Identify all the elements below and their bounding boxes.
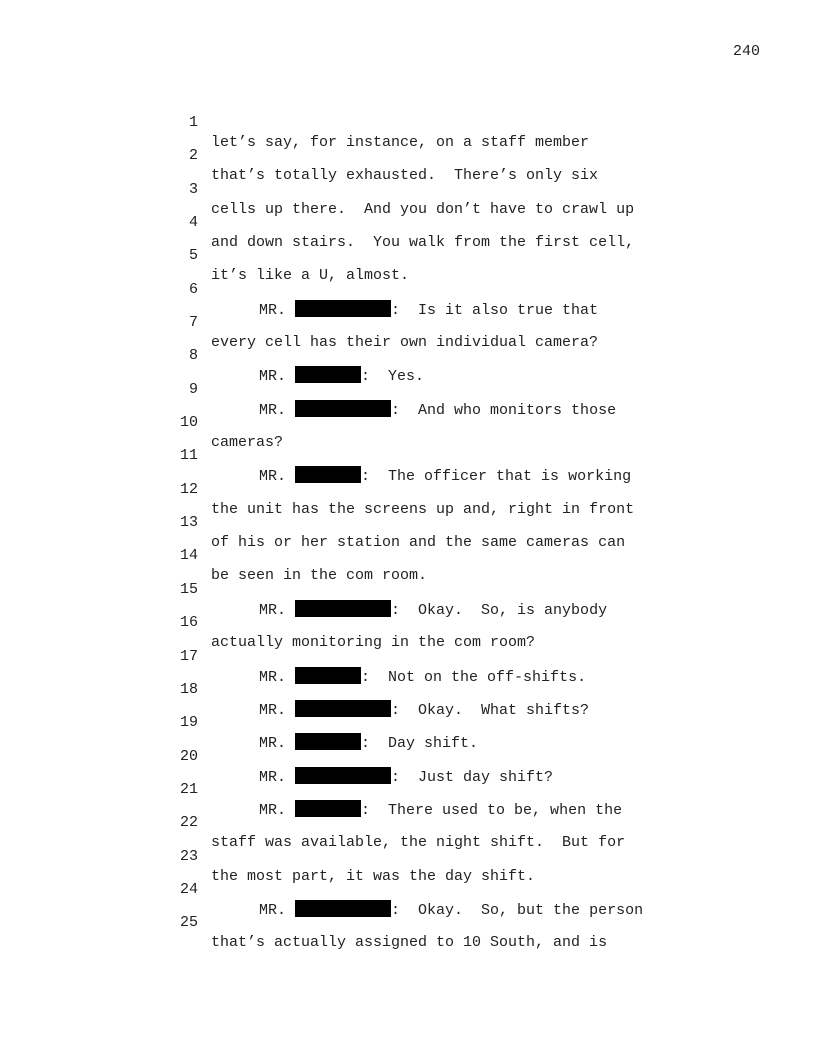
transcript-line: [170, 326, 690, 386]
line-text: : Okay. What shifts?: [391, 701, 590, 719]
transcript-line: [170, 693, 690, 753]
line-text: and down stairs. You walk from the first cell,: [211, 234, 635, 252]
transcript-line: [170, 593, 690, 652]
speaker-prefix: MR.: [259, 301, 287, 319]
line-text: : And who monitors those: [391, 401, 617, 419]
line-text: that’s totally exhausted. There’s only six: [211, 167, 599, 185]
line-number: 21: [179, 780, 198, 798]
line-number: 1: [188, 114, 198, 131]
transcript-line: [170, 293, 690, 352]
speaker-prefix: MR.: [259, 468, 287, 486]
speaker-prefix: MR.: [259, 601, 287, 619]
line-text: actually monitoring in the com room?: [211, 634, 536, 652]
line-text: of his or her station and the same cameras can: [211, 534, 626, 552]
line-number: 16: [179, 614, 198, 632]
line-number: 10: [179, 414, 198, 432]
line-number: 13: [179, 514, 198, 532]
line-text: : Just day shift?: [391, 768, 554, 786]
line-text: : Yes.: [361, 368, 425, 386]
line-text: : Okay. So, is anybody: [391, 601, 608, 619]
line-number: 8: [188, 347, 198, 365]
speaker-prefix: MR.: [259, 768, 287, 786]
line-number: 25: [179, 914, 198, 932]
transcript-line: [170, 360, 690, 419]
line-text: be seen in the com room.: [211, 567, 428, 585]
line-text: the unit has the screens up and, right in front: [211, 500, 635, 518]
transcript-line: [170, 160, 690, 218]
line-text: : Not on the off-shifts.: [361, 668, 587, 686]
speaker-prefix: MR.: [259, 901, 287, 919]
speaker-prefix: MR.: [259, 401, 287, 419]
line-number: 9: [188, 380, 198, 398]
transcript-line: [170, 260, 690, 319]
line-number: 12: [179, 480, 198, 498]
line-number: 19: [179, 714, 198, 732]
line-text: cells up there. And you don’t have to crawl up: [211, 200, 635, 218]
speaker-prefix: MR.: [259, 735, 287, 753]
line-text: the most part, it was the day shift.: [211, 867, 536, 885]
line-text: : There used to be, when the: [361, 801, 623, 819]
transcript-line: [170, 93, 690, 151]
line-number: 7: [188, 314, 198, 332]
line-number: 3: [188, 180, 198, 198]
line-number: 11: [179, 447, 198, 465]
line-number: 2: [188, 147, 198, 165]
line-number: 20: [179, 747, 198, 765]
transcript-line: [170, 860, 690, 919]
line-text: every cell has their own individual camera?: [211, 334, 599, 352]
line-text: : Is it also true that: [391, 301, 599, 319]
line-number: 15: [179, 580, 198, 598]
transcript-line: [170, 226, 690, 285]
transcript-line: [170, 660, 690, 719]
transcript-line: [170, 560, 690, 619]
speaker-prefix: MR.: [259, 668, 287, 686]
transcript-line: [170, 193, 690, 252]
transcript-line: [170, 126, 690, 185]
line-text: cameras?: [211, 434, 284, 452]
transcript-line: [170, 393, 690, 452]
transcript-line: [170, 793, 690, 852]
line-number: 24: [179, 880, 198, 898]
page-number: 240: [733, 43, 761, 60]
transcript-line: [170, 893, 690, 952]
line-number: 6: [188, 280, 198, 298]
line-number: 5: [188, 247, 198, 265]
line-text: staff was available, the night shift. But for: [211, 834, 626, 852]
transcript-line: [170, 426, 690, 486]
transcript-line: [170, 460, 690, 518]
line-text: that’s actually assigned to 10 South, and is: [211, 934, 608, 952]
line-text: : The officer that is working: [361, 468, 632, 486]
transcript-line: [170, 727, 690, 786]
transcript-line: [170, 493, 690, 552]
line-number: 22: [179, 814, 198, 832]
line-number: 14: [179, 547, 198, 565]
speaker-prefix: MR.: [259, 701, 287, 719]
speaker-prefix: MR.: [259, 801, 287, 819]
transcript-line: [170, 760, 690, 819]
line-number: 23: [179, 847, 198, 865]
line-number: 17: [179, 647, 198, 665]
line-number: 18: [179, 680, 198, 698]
transcript-line: [170, 827, 690, 885]
speaker-prefix: MR.: [259, 368, 287, 386]
transcript-line: [170, 627, 690, 686]
line-text: : Day shift.: [361, 735, 479, 753]
transcript-body: [170, 93, 690, 952]
line-text: let’s say, for instance, on a staff member: [211, 134, 590, 151]
transcript-line: [170, 526, 690, 585]
line-text: : Okay. So, but the person: [391, 901, 644, 919]
line-number: 4: [188, 214, 198, 232]
line-text: it’s like a U, almost.: [211, 267, 410, 285]
